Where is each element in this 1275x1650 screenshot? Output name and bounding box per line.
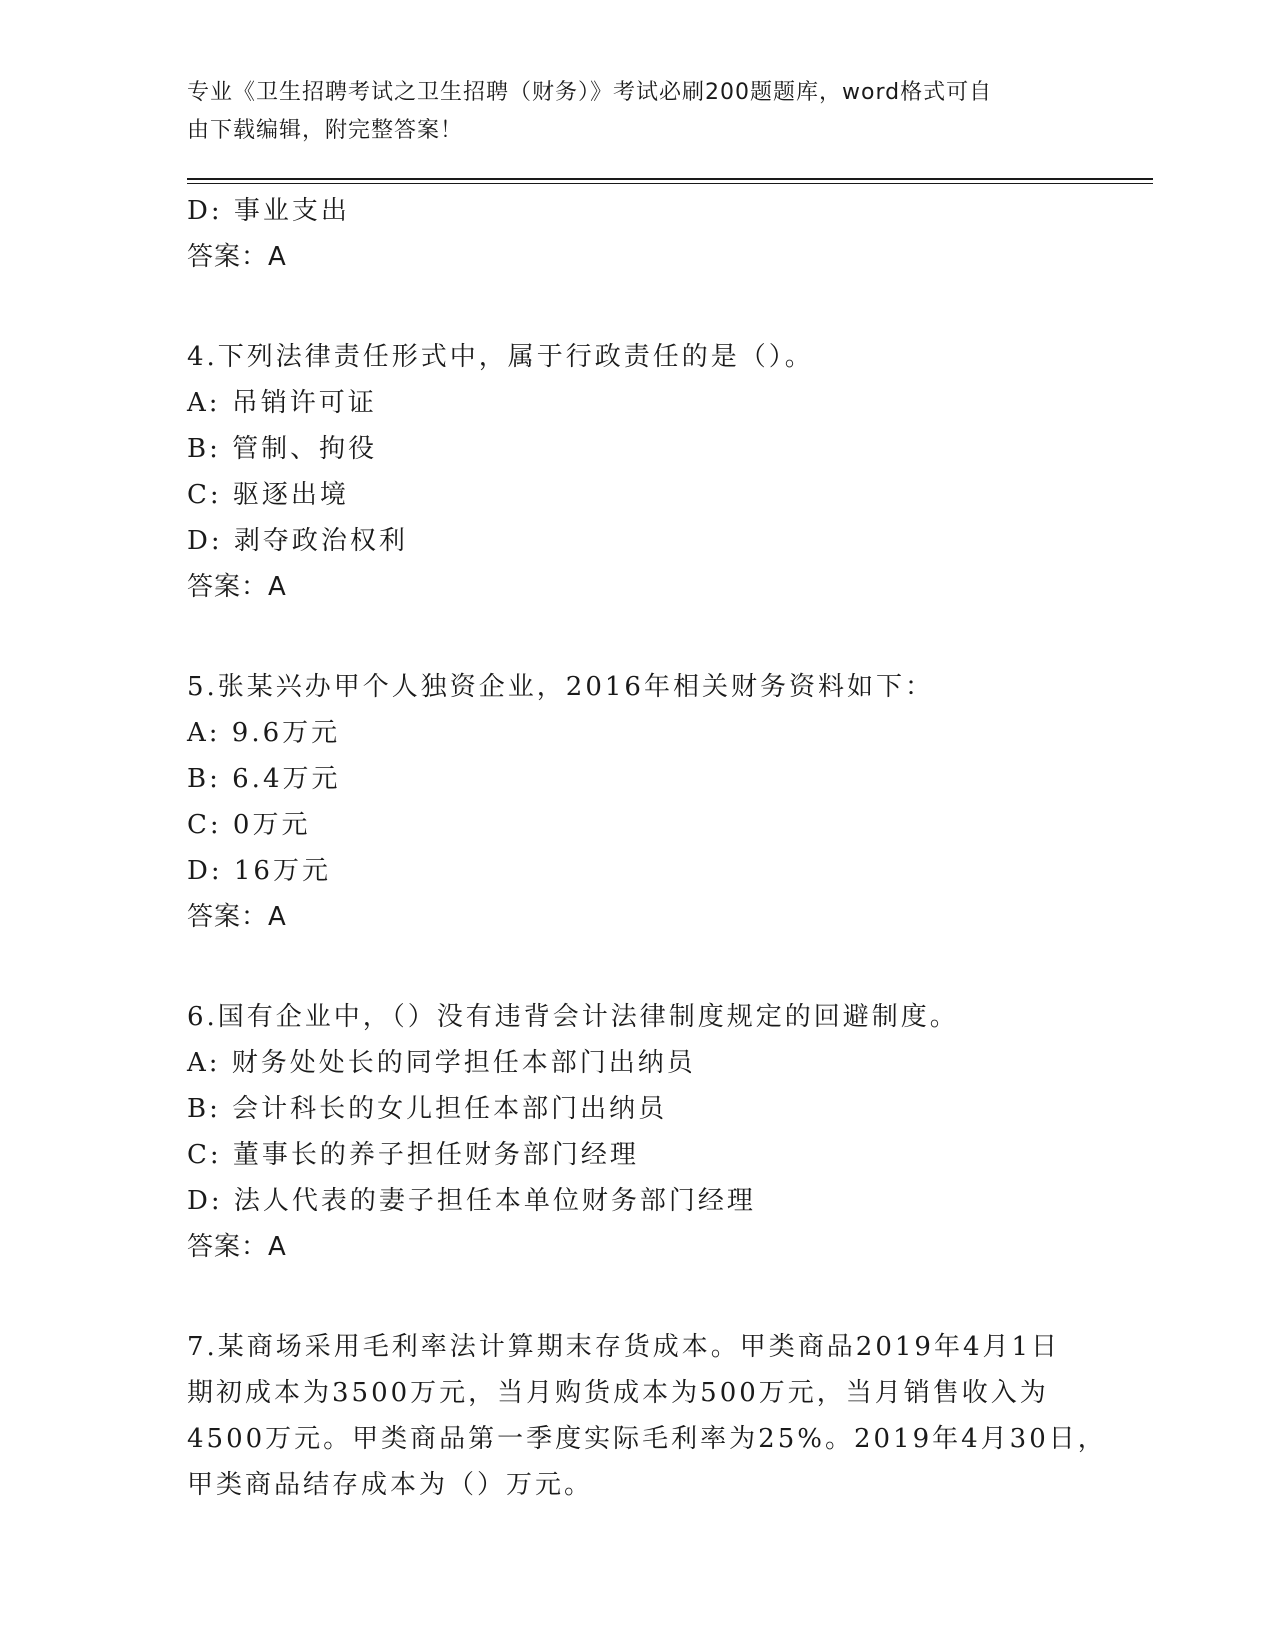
question-stem-line-2: 期初成本为3500万元，当月购货成本为500万元，当月销售收入为 (187, 1378, 1049, 1408)
option-a: A: 财务处处长的同学担任本部门出纳员 (187, 1048, 696, 1078)
question-stem: 4.下列法律责任形式中，属于行政责任的是（）。 (187, 342, 814, 372)
option-a: A: 9.6万元 (187, 718, 341, 748)
question-6 (187, 994, 1087, 1270)
question-stem-line-3: 4500万元。甲类商品第一季度实际毛利率为25%。2019年4月30日， (187, 1424, 1107, 1454)
question-4 (187, 334, 1087, 610)
option-a: A: 吊销许可证 (187, 388, 377, 418)
document-header (187, 74, 1067, 150)
document-body (187, 188, 1107, 1508)
header-line-2: 由下载编辑，附完整答案！ (187, 118, 464, 143)
question-stem-line-1: 7.某商场采用毛利率法计算期末存货成本。甲类商品2019年4月1日 (187, 1332, 1061, 1362)
option-c: C: 驱逐出境 (187, 480, 349, 510)
spacer (187, 940, 1087, 994)
spacer (187, 610, 1087, 664)
header-line-1: 专业《卫生招聘考试之卫生招聘（财务）》考试必刷200题题库，word格式可自 (187, 80, 993, 105)
option-d: D: 剥夺政治权利 (187, 526, 408, 556)
option-c: C: 董事长的养子担任财务部门经理 (187, 1140, 639, 1170)
answer: 答案：A (187, 902, 287, 932)
question-stem: 6.国有企业中，（）没有违背会计法律制度规定的回避制度。 (187, 1002, 959, 1032)
question-7 (187, 1324, 1107, 1508)
header-divider-thin (187, 183, 1153, 184)
answer: 答案：A (187, 572, 287, 602)
header-divider-thick (187, 178, 1153, 180)
option-d: D: 法人代表的妻子担任本单位财务部门经理 (187, 1186, 756, 1216)
option-c: C: 0万元 (187, 810, 311, 840)
spacer (187, 1270, 1087, 1324)
question-stem-line-4: 甲类商品结存成本为（）万元。 (187, 1470, 594, 1500)
question-stem: 5.张某兴办甲个人独资企业，2016年相关财务资料如下： (187, 672, 934, 702)
option-b: B: 管制、拘役 (187, 434, 378, 464)
option-d: D: 16万元 (187, 856, 331, 886)
spacer (187, 280, 1087, 334)
option-b: B: 会计科长的女儿担任本部门出纳员 (187, 1094, 668, 1124)
option-d: D: 事业支出 (187, 196, 350, 226)
answer: 答案：A (187, 1232, 287, 1262)
question-5 (187, 664, 1087, 940)
question-3-tail (187, 188, 1087, 280)
option-b: B: 6.4万元 (187, 764, 341, 794)
answer: 答案：A (187, 242, 287, 272)
